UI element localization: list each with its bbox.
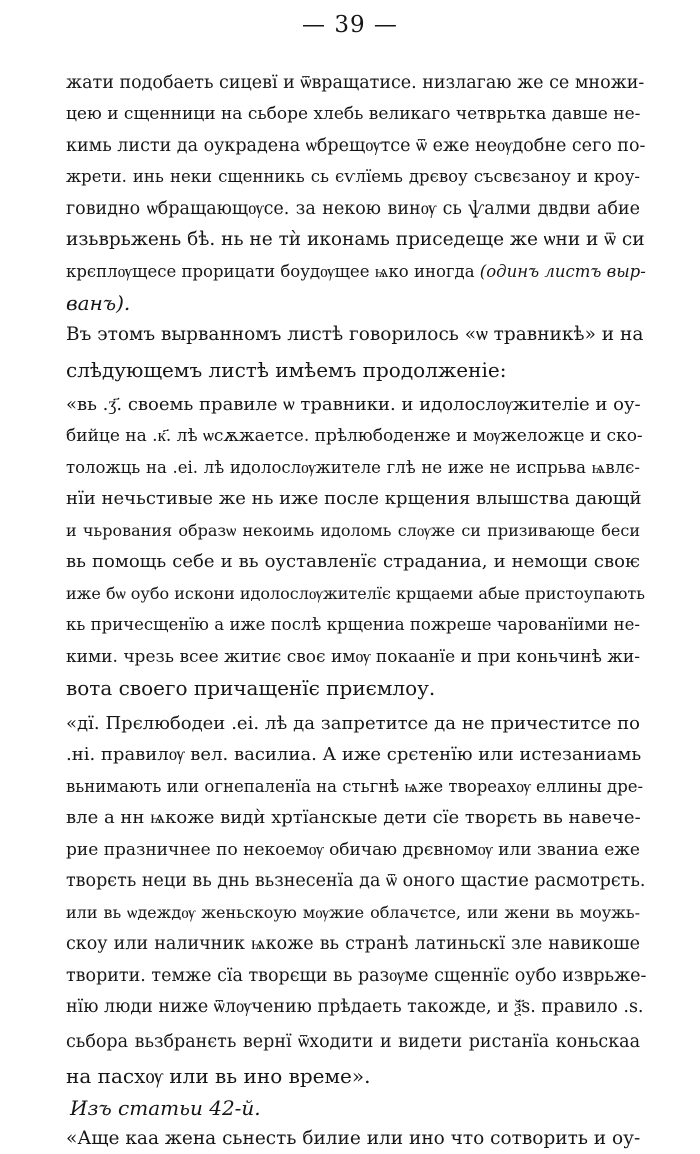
text-line: говидно ѡбращающѹсе. за некою винѹ сь ѱалми двдви абие <box>66 199 640 219</box>
editorial-note-end: ванъ). <box>66 291 131 315</box>
text-line: жати подобаеть сицевї и ѿвращатисе. низлагаю же се множи- <box>66 73 645 93</box>
quote-line: кими. чрезь всее житиє своє имѹ покаанїе и при коньчинѣ жи- <box>66 647 640 667</box>
quote-line: нїю люди ниже ѿлѹчению прѣдаеть такожде, и ѯ҃s. правило .ѕ. <box>66 997 644 1017</box>
quote-line: «дї. Прєлюбодеи .еі. лѣ да запретитсе да не причеститсе по <box>66 713 640 734</box>
section-heading: Изъ статьи 42-й. <box>70 1096 261 1120</box>
text-line <box>66 257 646 287</box>
quote-line: толожць на .еі. лѣ идолослѹжителе глѣ не иже не испрьва ѩвлє- <box>66 458 640 477</box>
quote-line: и чьрования образѡ некоимь идоломь слѹже си призивающе беси <box>66 521 640 540</box>
quote-line: вле а нн ѩкоже видѝ хртїанскые дети сїе творєть вь навече- <box>66 807 641 828</box>
quote-line: «Аще каа жена сьнесть билие или ино что сотворить и оу- <box>66 1128 641 1149</box>
quote-line: .ні. правилѹ вел. василиа. А иже срєтенїю или истезаниамь <box>66 744 642 765</box>
quote-line: сьбора вьзбранєть вернї ѿходити и видети ристанїа коньскаа <box>66 1032 640 1052</box>
editorial-note: (одинъ листъ выр- <box>479 262 646 281</box>
commentary-text: Въ этомъ вырванномъ листѣ говорилось «ѡ травникѣ» и на <box>66 324 644 345</box>
quote-line: бийце на .к҃. лѣ ѡсѫжаетсе. прѣлюбоденже и мѹжеложце и ско- <box>66 426 643 446</box>
quote-line: творити. темже сїа творєщи вь разѹме сщеннїє оубо изврьже- <box>66 966 647 986</box>
text-segment: крєплѹщесе прорицати боудѹщее ѩко иногда <box>66 262 475 281</box>
quote-line: скоу или наличник ѩкоже вь странѣ латиньскї зле навикоше <box>66 934 640 954</box>
quote-line: или вь ѡдеждѹ женьскоую мѹжие облачєтсе, или жени вь моужь- <box>66 903 640 922</box>
quote-line: рие празничнее по некоемѹ обичаю дрєвномѹ или званиа еже <box>66 840 640 860</box>
quote-line: иже бѡ оубо искони идолослѹжителїє крщаеми абые пристоупають <box>66 584 645 603</box>
quote-line: вь помощь себе и вь оуставленїє страданиа, и немощи своѥ <box>66 551 640 572</box>
text-line: кимь листи да оукрадена ѡбрещѹтсе ѿ еже неѹдобне сего по- <box>66 136 646 156</box>
text-line: цею и сщенници на сьборе хлебь великаго четврьтка давше не- <box>66 104 641 124</box>
commentary-line: слѣдующемъ листѣ имѣемъ продолженіе: <box>66 358 507 382</box>
quote-line: «вь .ӡ҃. своемь правиле ѡ травники. и идолослѹжителіе и оу- <box>66 394 641 415</box>
text-line: изьврьжень бѣ. нь не тѝ иконамь приседеще же ѡни и ѿ си <box>66 229 645 250</box>
commentary-line <box>66 320 644 350</box>
quote-line: вота своего причащенїє приємлоу. <box>66 676 436 700</box>
quote-line: творєть неци вь днь вьзнесенїа да ѿ оного щастие расмотрєть. <box>66 871 646 891</box>
quote-line: вьнимають или огнепаленїа на стьгнѣ ѩже твореахѹ еллины дре- <box>66 777 644 796</box>
quote-line: нїи нечьстивые же нь иже после крщения влышства дающй <box>66 488 642 509</box>
page-number: — 39 — <box>302 12 398 38</box>
quote-line: на пасхѹ или вь ино време». <box>66 1064 371 1088</box>
text-line: жрети. инь неки сщенникь сь єѵлїемь дрєвоу съсвєзаноу и кроу- <box>66 167 640 186</box>
quote-line: кь причесщенїю а иже послѣ крщениа пожреше чарованїими не- <box>66 615 640 634</box>
